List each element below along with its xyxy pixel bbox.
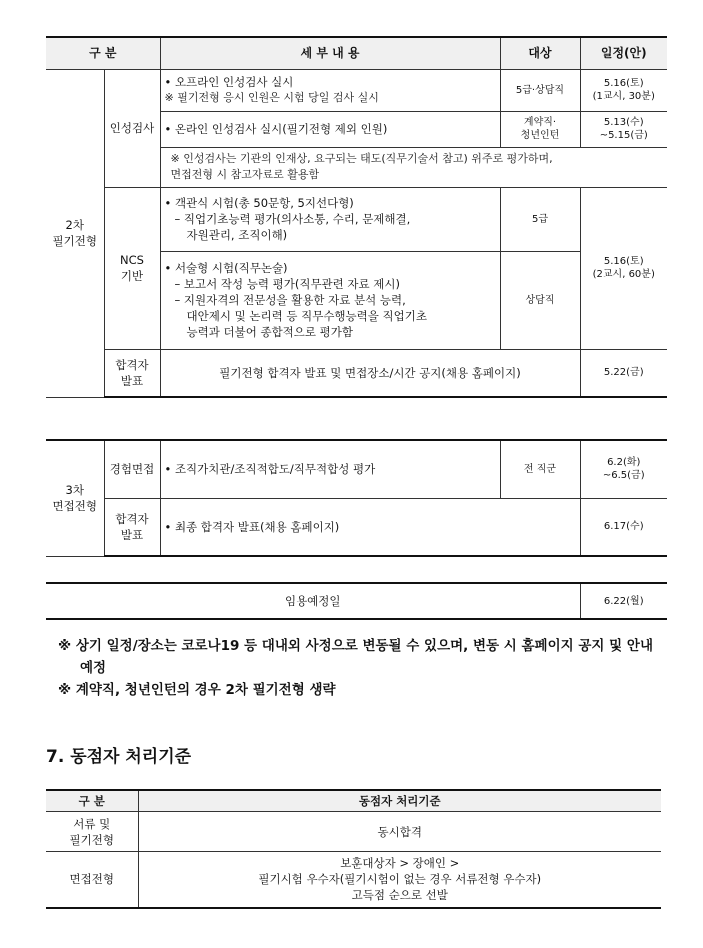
tiebreak-header-criteria: 동점자 처리기준 <box>138 790 661 812</box>
stage3-pass-content: • 최종 합격자 발표(채용 홈페이지) <box>160 498 580 556</box>
interview-target: 전 직군 <box>500 440 580 498</box>
ncs-objective-target: 5급 <box>500 187 580 251</box>
header-category: 구 분 <box>46 37 160 69</box>
schedule-table-stage3 <box>46 439 667 557</box>
section-title: 7. 동점자 처리기준 <box>46 747 192 767</box>
personality-offline: • 오프라인 인성검사 실시 ※ 필기전형 응시 인원은 시험 당일 검사 실시 <box>160 69 500 111</box>
stage3-pass-label: 합격자 발표 <box>104 498 160 556</box>
note-change: ※ 상기 일정/장소는 코로나19 등 대내외 사정으로 변동될 수 있으며, 변동 시 홈페이지 공지 및 안내 예정 <box>58 638 653 676</box>
personality-online-date: 5.13(수) ~5.15(금) <box>580 111 667 147</box>
note-skip: ※ 계약직, 청년인턴의 경우 2차 필기전형 생략 <box>58 682 336 698</box>
ncs-objective: • 객관식 시험(총 50문항, 5지선다형) – 직업기초능력 평가(의사소통, 수리, 문제해결, 자원관리, 조직이해) <box>160 187 500 251</box>
ncs-label: NCS 기반 <box>104 187 160 349</box>
interview-date: 6.2(화) ~6.5(금) <box>580 440 667 498</box>
stage3-pass-date: 6.17(수) <box>580 498 667 556</box>
stage2-pass-date: 5.22(금) <box>580 349 667 397</box>
appointment-table <box>46 582 667 620</box>
appointment-label: 임용예정일 <box>46 583 580 619</box>
tiebreak-row-label: 면접전형 <box>46 852 138 908</box>
tiebreak-row-content: 동시합격 <box>138 812 661 852</box>
personality-offline-target: 5급·상담직 <box>500 69 580 111</box>
schedule-notes <box>58 635 668 701</box>
ncs-essay: • 서술형 시험(직무논술) – 보고서 작성 능력 평가(직무관련 자료 제시) – 지원자격의 전문성을 활용한 자료 분석 능력, 대안제시 및 논리력 등 직무수행능력을 직업기초 능력과 더불어 종합적으로 평가함 <box>160 251 500 349</box>
stage3-label: 3차 면접전형 <box>46 440 104 556</box>
header-schedule: 일정(안) <box>580 37 667 69</box>
personality-offline-date: 5.16(토) (1교시, 30분) <box>580 69 667 111</box>
schedule-table-stage2 <box>46 36 667 398</box>
stage2-pass-content: 필기전형 합격자 발표 및 면접장소/시간 공지(채용 홈페이지) <box>160 349 580 397</box>
stage2-pass-label: 합격자 발표 <box>104 349 160 397</box>
tiebreak-row-label: 서류 및 필기전형 <box>46 812 138 852</box>
tiebreak-table <box>46 789 661 909</box>
ncs-date: 5.16(토) (2교시, 60분) <box>580 187 667 349</box>
personality-online-target: 계약직· 청년인턴 <box>500 111 580 147</box>
header-detail: 세 부 내 용 <box>160 37 500 69</box>
interview-label: 경험면접 <box>104 440 160 498</box>
header-target: 대상 <box>500 37 580 69</box>
stage2-label: 2차 필기전형 <box>46 69 104 397</box>
tiebreak-row-content: 보훈대상자 > 장애인 > 필기시험 우수자(필기시험이 없는 경우 서류전형 우수자) 고득점 순으로 선발 <box>138 852 661 908</box>
tiebreak-header-category: 구 분 <box>46 790 138 812</box>
interview-content: • 조직가치관/조직적합도/직무적합성 평가 <box>160 440 500 498</box>
personality-note: ※ 인성검사는 기관의 인재상, 요구되는 태도(직무기술서 참고) 위주로 평가하며, 면접전형 시 참고자료로 활용함 <box>160 147 667 187</box>
ncs-essay-target: 상담직 <box>500 251 580 349</box>
personality-online: • 온라인 인성검사 실시(필기전형 제외 인원) <box>160 111 500 147</box>
personality-label: 인성검사 <box>104 69 160 187</box>
appointment-date: 6.22(월) <box>580 583 667 619</box>
